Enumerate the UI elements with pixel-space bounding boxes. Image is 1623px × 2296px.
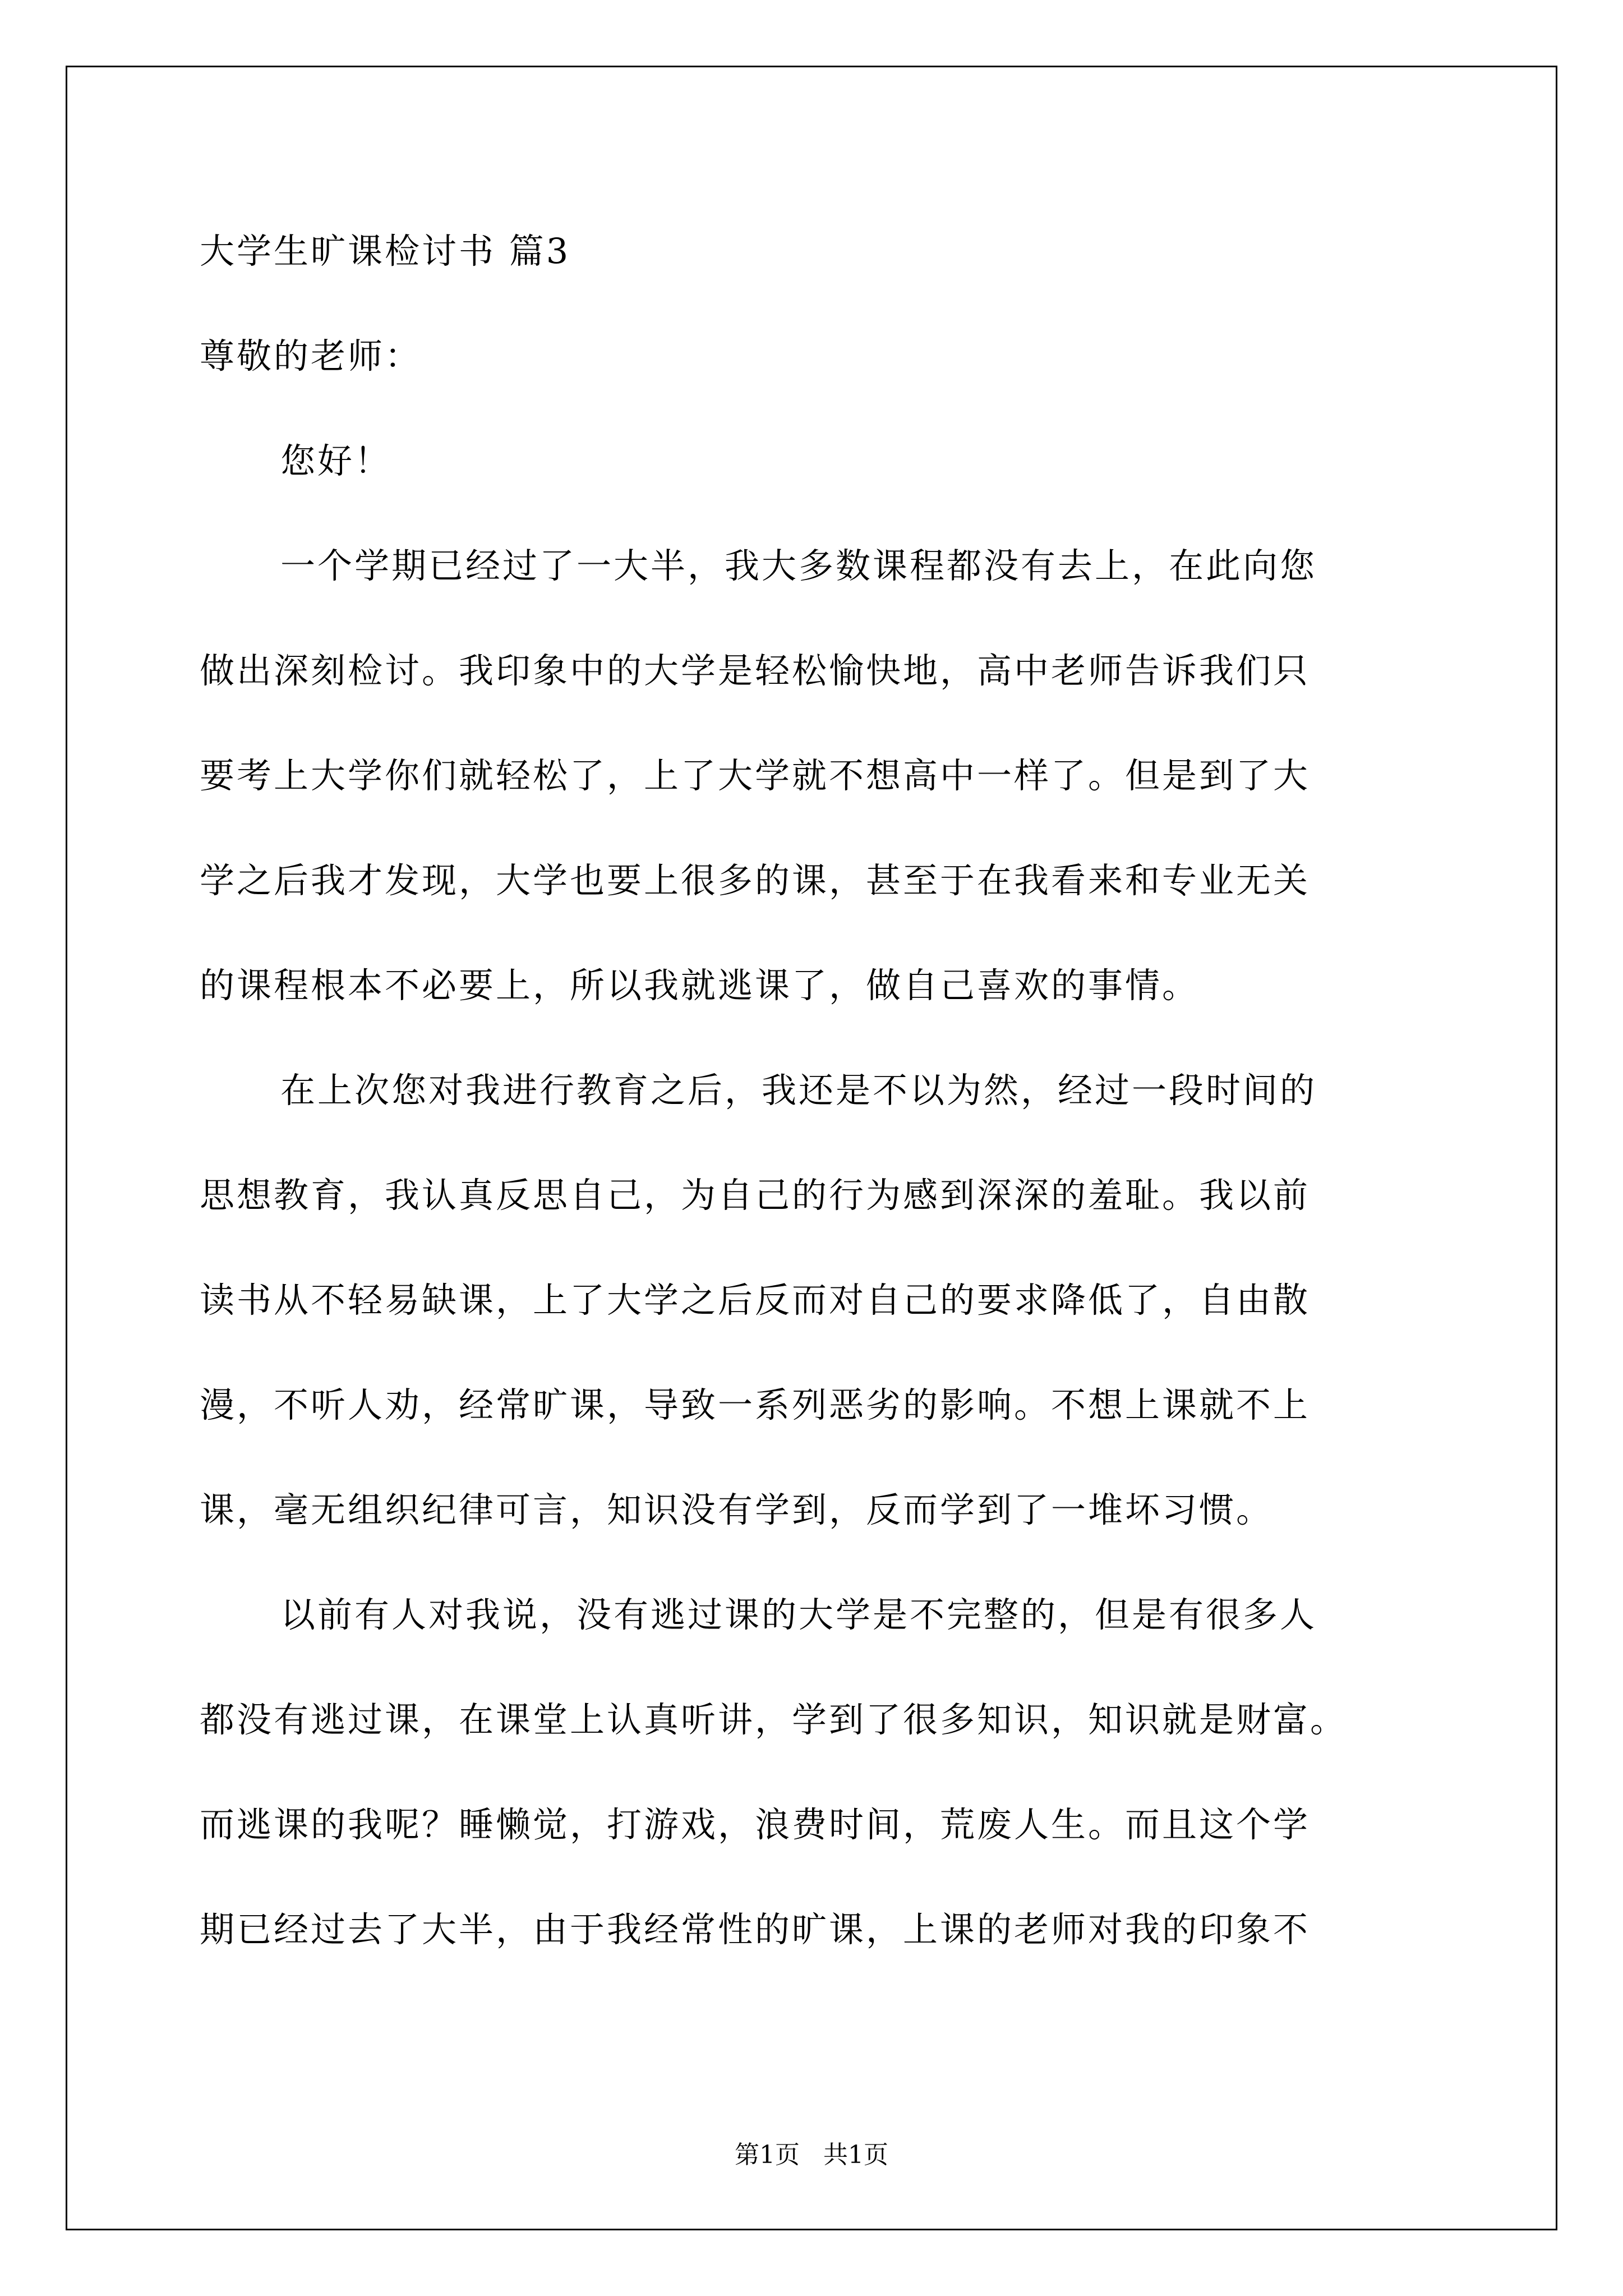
paragraph-line: 期已经过去了大半，由于我经常性的旷课，上课的老师对我的印象不 <box>200 1909 1311 1950</box>
paragraph-line: 做出深刻检讨。我印象中的大学是轻松愉快地，高中老师告诉我们只 <box>200 650 1311 691</box>
paragraph-line: 读书从不轻易缺课，上了大学之后反而对自己的要求降低了，自由散 <box>200 1280 1311 1320</box>
paragraph-line: 都没有逃过课，在课堂上认真听讲，学到了很多知识，知识就是财富。 <box>200 1699 1348 1740</box>
paragraph-line: 学之后我才发现，大学也要上很多的课，甚至于在我看来和专业无关 <box>200 860 1311 901</box>
paragraph-line: 思想教育，我认真反思自己，为自己的行为感到深深的羞耻。我以前 <box>200 1175 1311 1216</box>
paragraph-3 <box>200 1588 1492 2008</box>
paragraph-1 <box>200 539 1492 1064</box>
paragraph-line: 在上次您对我进行教育之后，我还是不以为然，经过一段时间的 <box>280 1070 1317 1111</box>
paragraph-line: 的课程根本不必要上，所以我就逃课了，做自己喜欢的事情。 <box>200 965 1200 1006</box>
document-title: 大学生旷课检讨书 篇3 <box>200 231 571 272</box>
paragraph-line: 而逃课的我呢？睡懒觉，打游戏，浪费时间，荒废人生。而且这个学 <box>200 1804 1311 1845</box>
paragraph-line: 以前有人对我说，没有逃过课的大学是不完整的，但是有很多人 <box>280 1594 1317 1635</box>
paragraph-line: 漫，不听人劝，经常旷课，导致一系列恶劣的影响。不想上课就不上 <box>200 1384 1311 1425</box>
salutation: 尊敬的老师： <box>200 335 422 376</box>
document-body <box>200 224 1492 2008</box>
paragraph-line: 要考上大学你们就轻松了，上了大学就不想高中一样了。但是到了大 <box>200 755 1311 796</box>
paragraph-line: 课，毫无组织纪律可言，知识没有学到，反而学到了一堆坏习惯。 <box>200 1489 1274 1530</box>
greeting: 您好！ <box>280 440 392 481</box>
paragraph-line: 一个学期已经过了一大半，我大多数课程都没有去上，在此向您 <box>280 545 1317 586</box>
page-number: 第1页 共1页 <box>735 2141 888 2169</box>
paragraph-2 <box>200 1064 1492 1588</box>
